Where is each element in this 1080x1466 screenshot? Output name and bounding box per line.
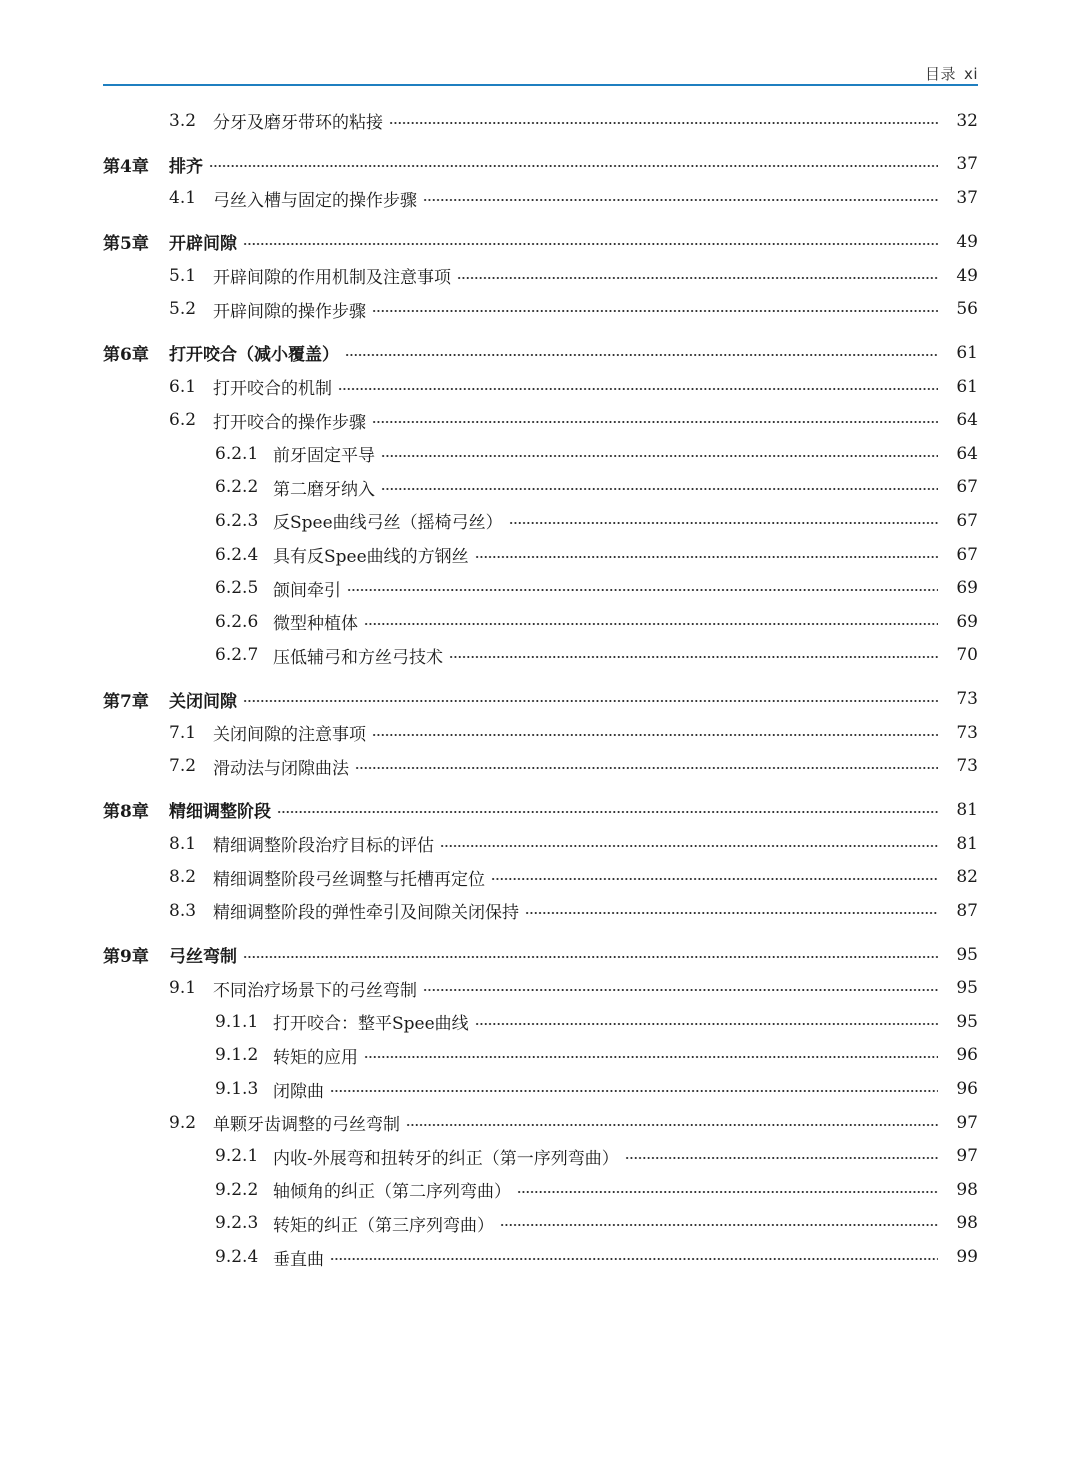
toc-entry-page-number: 69 (956, 578, 978, 599)
table-of-contents (103, 104, 978, 1274)
toc-entry-title: 精细调整阶段 (169, 802, 271, 823)
toc-entry-page-number: 73 (956, 689, 978, 709)
toc-entry-number: 第8章 (103, 802, 149, 823)
toc-entry-title: 具有反Spee曲线的方钢丝 (273, 547, 469, 568)
toc-entry-subsection[interactable] (103, 1039, 978, 1073)
dot-leader (423, 986, 938, 994)
toc-entry-page-number: 64 (956, 443, 978, 464)
toc-entry-page-number: 99 (956, 1247, 978, 1268)
toc-entry-number: 第7章 (103, 691, 149, 712)
toc-entry-title: 第二磨牙纳入 (273, 479, 375, 500)
dot-leader (372, 731, 938, 739)
toc-entry-title: 反Spee曲线弓丝（摇椅弓丝） (273, 513, 503, 534)
toc-entry-section[interactable] (103, 894, 978, 928)
dot-leader (381, 485, 938, 493)
toc-entry-number: 9.1.1 (215, 1011, 259, 1032)
toc-entry-title: 精细调整阶段弓丝调整与托槽再定位 (213, 869, 485, 890)
header-rule (103, 84, 978, 86)
toc-entry-page-number: 96 (956, 1079, 978, 1100)
toc-entry-subsection[interactable] (103, 1005, 978, 1039)
toc-entry-title: 精细调整阶段治疗目标的评估 (213, 836, 434, 857)
toc-entry-page-number: 96 (956, 1045, 978, 1066)
toc-entry-title: 颌间牵引 (273, 580, 341, 601)
dot-leader (372, 307, 938, 315)
dot-leader (345, 351, 938, 359)
toc-entry-title: 开辟间隙 (169, 234, 237, 255)
toc-entry-number: 6.2.2 (215, 477, 259, 498)
toc-entry-title: 排齐 (169, 156, 203, 177)
toc-entry-page-number: 81 (956, 833, 978, 854)
toc-entry-title: 垂直曲 (273, 1249, 324, 1270)
dot-leader (243, 240, 938, 248)
toc-entry-section[interactable] (103, 1106, 978, 1140)
toc-entry-title: 滑动法与闭隙曲法 (213, 758, 349, 779)
toc-entry-page-number: 98 (956, 1179, 978, 1200)
toc-entry-number: 6.2.5 (215, 578, 259, 599)
toc-entry-title: 不同治疗场景下的弓丝弯制 (213, 980, 417, 1001)
dot-leader (330, 1255, 938, 1263)
toc-entry-page-number: 95 (956, 1011, 978, 1032)
header-section-label: 目录 (924, 65, 956, 83)
toc-entry-section[interactable] (103, 181, 978, 215)
toc-entry-page-number: 37 (956, 154, 978, 175)
toc-entry-section[interactable] (103, 370, 978, 404)
toc-entry-number: 8.2 (169, 867, 197, 888)
toc-entry-page-number: 37 (956, 188, 978, 209)
toc-entry-page-number: 81 (956, 799, 978, 820)
toc-entry-number: 6.2.4 (215, 544, 259, 565)
toc-entry-number: 5.1 (169, 265, 197, 286)
dot-leader (491, 875, 938, 883)
toc-entry-page-number: 70 (956, 645, 978, 666)
toc-entry-title: 打开咬合的操作步骤 (213, 412, 366, 433)
toc-entry-page-number: 73 (956, 756, 978, 777)
toc-entry-title: 转矩的纠正（第三序列弯曲） (273, 1215, 494, 1236)
toc-entry-number: 7.1 (169, 722, 197, 743)
toc-entry-title: 弓丝弯制 (169, 947, 237, 968)
toc-entry-subsection[interactable] (103, 639, 978, 673)
toc-entry-page-number: 95 (956, 978, 978, 999)
toc-entry-number: 9.1.2 (215, 1045, 259, 1066)
toc-entry-section[interactable] (103, 750, 978, 784)
toc-entry-page-number: 82 (956, 867, 978, 888)
toc-entry-subsection[interactable] (103, 538, 978, 572)
toc-entry-number: 6.2.7 (215, 645, 259, 666)
toc-entry-number: 9.2.2 (215, 1179, 259, 1200)
toc-entry-title: 微型种植体 (273, 614, 358, 635)
dot-leader (517, 1188, 938, 1196)
dot-leader (457, 274, 938, 282)
toc-entry-subsection[interactable] (103, 1072, 978, 1106)
toc-entry-page-number: 49 (956, 231, 978, 252)
toc-entry-page-number: 49 (956, 265, 978, 286)
toc-entry-page-number: 56 (956, 299, 978, 320)
toc-entry-title: 分牙及磨牙带环的粘接 (213, 113, 383, 134)
dot-leader (364, 1053, 938, 1061)
header-text (925, 63, 978, 84)
toc-entry-title: 单颗牙齿调整的弓丝弯制 (213, 1115, 400, 1136)
toc-entry-number: 6.1 (169, 376, 197, 397)
dot-leader (330, 1087, 938, 1095)
toc-entry-number: 3.2 (169, 110, 197, 131)
toc-entry-number: 9.2.4 (215, 1247, 259, 1268)
toc-entry-number: 第6章 (103, 345, 149, 366)
toc-entry-page-number: 61 (956, 376, 978, 397)
toc-entry-section[interactable] (103, 104, 978, 138)
toc-entry-subsection[interactable] (103, 471, 978, 505)
dot-leader (243, 953, 938, 961)
toc-entry-number: 6.2.1 (215, 443, 259, 464)
dot-leader (364, 620, 938, 628)
header-page-numeral: xi (963, 65, 978, 83)
toc-entry-page-number: 67 (956, 510, 978, 531)
running-header (103, 60, 978, 86)
toc-entry-section[interactable] (103, 860, 978, 894)
dot-leader (389, 119, 938, 127)
toc-entry-title: 关闭间隙 (169, 691, 237, 712)
toc-entry-number: 4.1 (169, 188, 197, 209)
toc-entry-page-number: 97 (956, 1112, 978, 1133)
dot-leader (509, 519, 938, 527)
dot-leader (372, 418, 938, 426)
toc-entry-number: 第5章 (103, 234, 149, 255)
toc-entry-subsection[interactable] (103, 605, 978, 639)
toc-entry-number: 5.2 (169, 299, 197, 320)
toc-entry-title: 开辟间隙的操作步骤 (213, 301, 366, 322)
dot-leader (381, 452, 938, 460)
toc-entry-page-number: 69 (956, 611, 978, 632)
toc-entry-number: 第4章 (103, 156, 149, 177)
dot-leader (243, 697, 938, 705)
toc-entry-chapter[interactable] (103, 138, 978, 182)
dot-leader (625, 1154, 938, 1162)
toc-entry-title: 压低辅弓和方丝弓技术 (273, 647, 443, 668)
dot-leader (338, 385, 938, 393)
dot-leader (475, 1020, 938, 1028)
toc-entry-title: 打开咬合：整平Spee曲线 (273, 1014, 469, 1035)
toc-entry-subsection[interactable] (103, 504, 978, 538)
dot-leader (347, 586, 938, 594)
toc-entry-number: 9.2.3 (215, 1213, 259, 1234)
toc-entry-chapter[interactable] (103, 215, 978, 259)
toc-entry-title: 转矩的应用 (273, 1047, 358, 1068)
toc-entry-page-number: 61 (956, 342, 978, 363)
toc-entry-chapter[interactable] (103, 326, 978, 370)
dot-leader (209, 162, 938, 170)
toc-entry-title: 前牙固定平导 (273, 446, 375, 467)
toc-entry-section[interactable] (103, 971, 978, 1005)
toc-entry-title: 精细调整阶段的弹性牵引及间隙关闭保持 (213, 903, 519, 924)
toc-entry-chapter[interactable] (103, 928, 978, 972)
dot-leader (440, 842, 938, 850)
toc-entry-page-number: 87 (956, 900, 978, 921)
toc-entry-page-number: 98 (956, 1213, 978, 1234)
toc-entry-title: 闭隙曲 (273, 1081, 324, 1102)
dot-leader (525, 909, 938, 917)
dot-leader (406, 1121, 938, 1129)
toc-entry-number: 7.2 (169, 756, 197, 777)
toc-entry-section[interactable] (103, 403, 978, 437)
toc-entry-number: 6.2 (169, 410, 197, 431)
toc-entry-title: 轴倾角的纠正（第二序列弯曲） (273, 1182, 511, 1203)
toc-entry-title: 内收-外展弯和扭转牙的纠正（第一序列弯曲） (273, 1148, 619, 1169)
dot-leader (449, 653, 938, 661)
toc-entry-page-number: 97 (956, 1146, 978, 1167)
toc-entry-page-number: 67 (956, 544, 978, 565)
toc-entry-title: 弓丝入槽与固定的操作步骤 (213, 190, 417, 211)
toc-entry-title: 打开咬合的机制 (213, 379, 332, 400)
toc-entry-number: 6.2.6 (215, 611, 259, 632)
toc-entry-section[interactable] (103, 827, 978, 861)
toc-entry-title: 开辟间隙的作用机制及注意事项 (213, 268, 451, 289)
toc-entry-chapter[interactable] (103, 672, 978, 716)
toc-entry-page-number: 73 (956, 722, 978, 743)
dot-leader (423, 196, 938, 204)
toc-entry-number: 8.3 (169, 900, 197, 921)
toc-entry-page-number: 64 (956, 410, 978, 431)
toc-entry-number: 9.1 (169, 978, 197, 999)
toc-entry-title: 打开咬合（减小覆​盖） (169, 345, 339, 366)
toc-entry-section[interactable] (103, 716, 978, 750)
toc-entry-number: 8.1 (169, 833, 197, 854)
toc-entry-subsection[interactable] (103, 437, 978, 471)
toc-entry-page-number: 95 (956, 944, 978, 965)
toc-entry-section[interactable] (103, 292, 978, 326)
dot-leader (355, 764, 938, 772)
toc-entry-subsection[interactable] (103, 1240, 978, 1274)
toc-entry-number: 9.2 (169, 1112, 197, 1133)
toc-entry-subsection[interactable] (103, 571, 978, 605)
toc-entry-subsection[interactable] (103, 1173, 978, 1207)
dot-leader (475, 553, 938, 561)
toc-entry-number: 第9章 (103, 947, 149, 968)
toc-entry-chapter[interactable] (103, 783, 978, 827)
toc-entry-number: 9.1.3 (215, 1079, 259, 1100)
toc-entry-subsection[interactable] (103, 1207, 978, 1241)
toc-entry-section[interactable] (103, 259, 978, 293)
toc-entry-page-number: 67 (956, 477, 978, 498)
toc-entry-number: 6.2.3 (215, 510, 259, 531)
toc-entry-number: 9.2.1 (215, 1146, 259, 1167)
dot-leader (277, 808, 938, 816)
dot-leader (500, 1221, 938, 1229)
toc-entry-subsection[interactable] (103, 1139, 978, 1173)
toc-entry-page-number: 32 (956, 110, 978, 131)
toc-entry-title: 关闭间隙的注意事项 (213, 725, 366, 746)
